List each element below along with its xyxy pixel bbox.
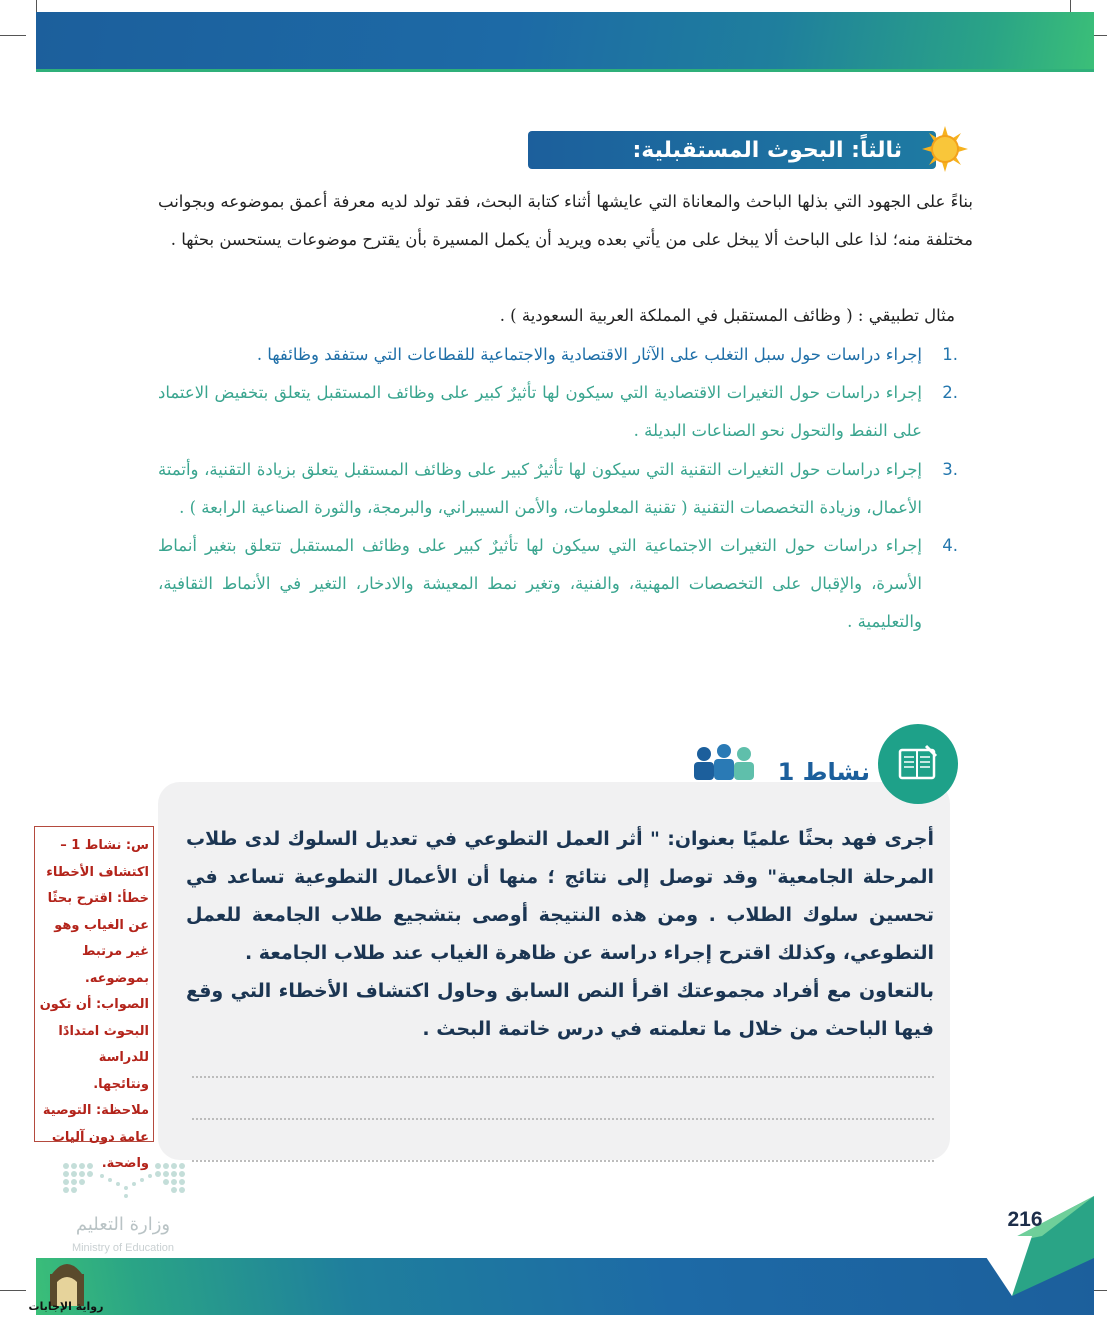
sun-icon xyxy=(922,126,968,172)
ministry-name-ar: وزارة التعليم xyxy=(75,1214,171,1235)
activity-instruction: بالتعاون مع أفراد مجموعتك اقرأ النص السابق وحاول اكتشاف الأخطاء التي وقع فيها الباحث من خلال ما تعلمته في درس خاتمة البحث . xyxy=(186,980,934,1040)
list-item-text: إجراء دراسات حول التغيرات الاقتصادية التي سيكون لها تأثيرٌ كبير على وظائف المستقبل يتعلق بتخفيض الاعتماد على النفط والتحول نحو الصناعات البديلة . xyxy=(158,383,922,441)
suggestions-list xyxy=(158,336,958,642)
activity-title: نشاط 1 xyxy=(777,758,870,786)
ministry-logo-icon xyxy=(60,1160,190,1204)
list-number: .1 xyxy=(942,345,958,364)
example-heading: مثال تطبيقي : ( وظائف المستقبل في المملكة العربية السعودية ) . xyxy=(499,306,955,325)
note-line: س: نشاط 1 – اكتشاف الأخطاء xyxy=(46,838,149,880)
activity-text xyxy=(186,820,934,1048)
answer-note xyxy=(34,826,154,1171)
note-line: خطأ: اقترح بحثًا عن الغياب وهو غير مرتبط بموضوعه. xyxy=(47,891,149,986)
section-title xyxy=(528,131,936,169)
crop-mark xyxy=(0,1290,26,1291)
list-number: .3 xyxy=(942,459,958,479)
list-item-text: إجراء دراسات حول التغيرات التقنية التي سيكون لها تأثيرٌ كبير على وظائف المستقبل يتعلق بزيادة التقنية، وأتمتة الأعمال، وزيادة التخصصات التقنية ( تقنية المعلومات، والأمن السيبراني، والبرمجة، والثورة الصناعية الرابعة ) . xyxy=(158,459,922,517)
group-icon xyxy=(690,742,760,782)
crop-mark xyxy=(0,35,26,36)
list-item xyxy=(158,374,958,450)
footer-band xyxy=(36,1258,1094,1315)
notebook-icon xyxy=(878,724,958,804)
header-band xyxy=(36,12,1094,69)
page-number: 216 xyxy=(1007,1208,1043,1231)
answer-line[interactable] xyxy=(192,1076,934,1078)
intro-paragraph: بناءً على الجهود التي بذلها الباحث والمعاناة التي عايشها أثناء كتابة البحث، فقد تولد لديه معرفة أعمق بموضوعه وبجوانب مختلفة منه؛ لذا على الباحث ألا يبخل على من يأتي بعده ويريد أن يكمل المسيرة بأن يقترح موضوعات يستحسن بحثها . xyxy=(158,192,973,249)
list-item-text: إجراء دراسات حول سبل التغلب على الآثار الاقتصادية والاجتماعية للقطاعات التي ستفقد وظائفها . xyxy=(256,345,922,364)
list-item-text: إجراء دراسات حول التغيرات الاجتماعية التي سيكون لها تأثيرٌ كبير على وظائف المستقبل تتعلق بتغير أنماط الأسرة، والإقبال على التخصصات المهنية، والفنية، وتغير نمط المعيشة والادخار، التغير في الأنماط الثقافية، والتعليمية . xyxy=(158,536,922,632)
answer-line[interactable] xyxy=(192,1160,934,1162)
list-item xyxy=(158,336,958,374)
ministry-name-en: Ministry of Education xyxy=(71,1242,175,1254)
activity-passage: أجرى فهد بحثًا علميًا بعنوان: " أثر العمل التطوعي في تعديل السلوك لدى طلاب المرحلة الجامعية" وقد توصل إلى نتائج ؛ منها أن الأعمال التطوعية تساعد في تحسين سلوك الطلاب . ومن هذه النتيجة أوصى بتشجيع طلاب الجامعة للعمل التطوعي، وكذلك اقترح إجراء دراسة عن ظاهرة الغياب عند طلاب الجامعة . xyxy=(186,828,934,964)
list-number: .4 xyxy=(942,536,958,556)
list-item xyxy=(158,451,958,527)
note-line: ملاحظة: التوصية عامة دون آليات واضحة. xyxy=(42,1103,149,1171)
note-line: الصواب: أن تكون البحوث امتدادًا للدراسة ونتائجها. xyxy=(39,997,149,1092)
list-number: .2 xyxy=(942,383,958,403)
section-title-text: ثالثاً: البحوث المستقبلية: xyxy=(632,137,902,163)
list-item xyxy=(158,527,958,642)
watermark-text: رواية الإجابات xyxy=(28,1300,104,1313)
answer-line[interactable] xyxy=(192,1118,934,1120)
